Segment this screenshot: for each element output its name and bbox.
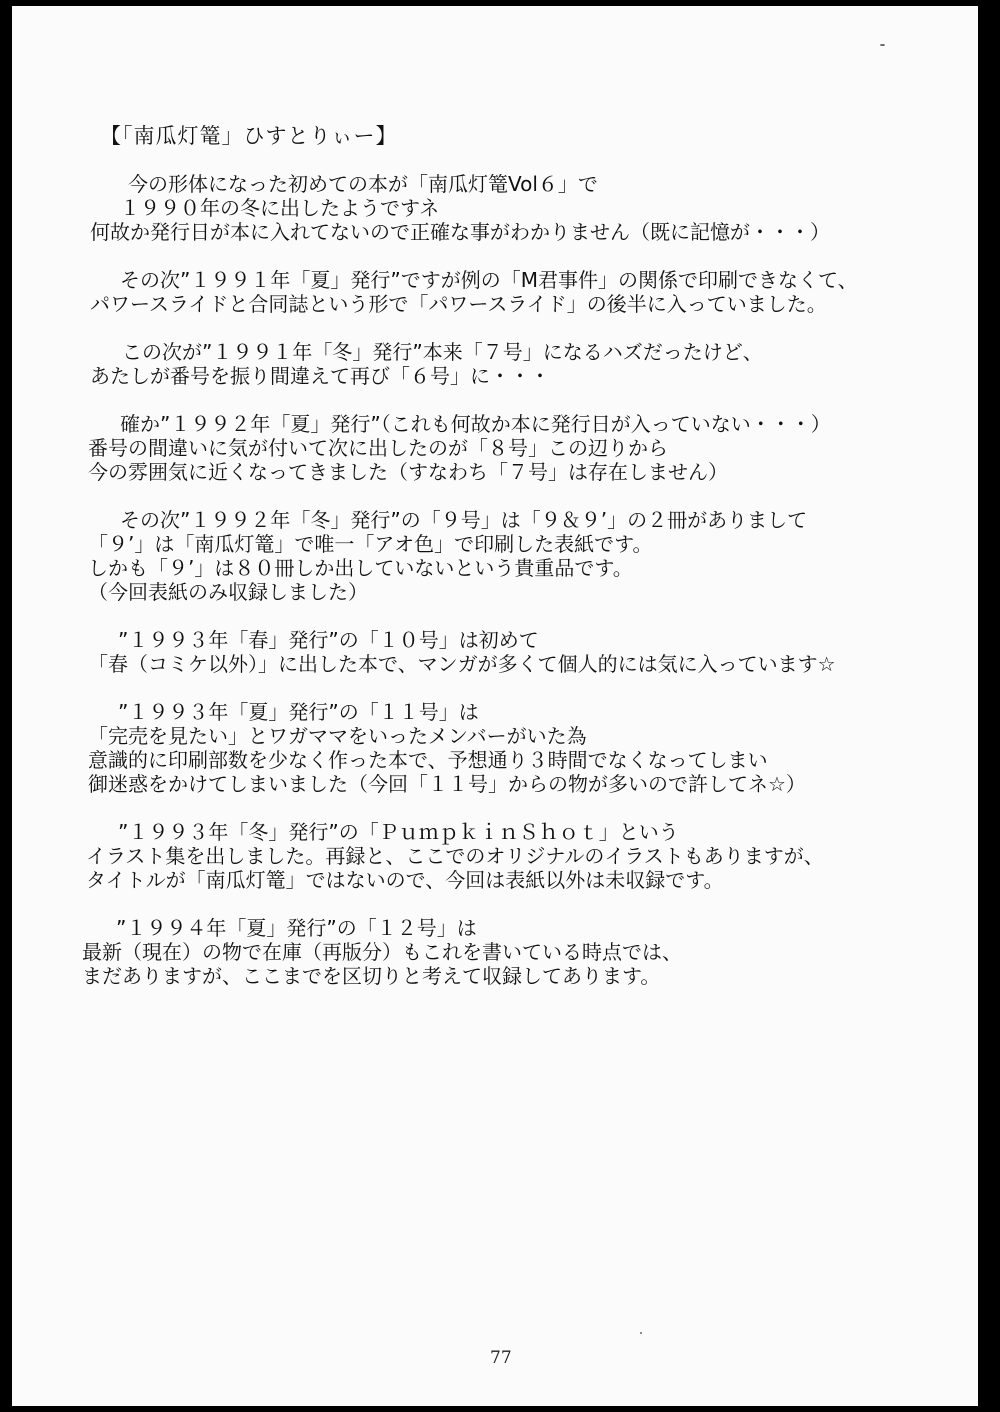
- paragraph-3-line-1: この次が”１９９１年「冬」発行”本来「７号」になるハズだったけど、: [102, 340, 763, 364]
- page-sheet: [12, 6, 978, 1406]
- scan-speck: [640, 1332, 642, 1334]
- paragraph-5-line-2: 「９’」は「南瓜灯篭」で唯一「アオ色」で印刷した表紙です。: [88, 532, 653, 556]
- paragraph-4-line-3: 今の雰囲気に近くなってきました（すなわち「７号」は存在しません）: [88, 460, 728, 484]
- paragraph-1-line-1: 今の形体になった初めての本が「南瓜灯篭Vol６」で: [108, 172, 598, 196]
- paragraph-5-line-1: その次”１９９２年「冬」発行”の「９号」は「９＆９’」の２冊がありまして: [100, 508, 808, 532]
- scan-speck: [880, 44, 885, 46]
- paragraph-7-line-3: 意識的に印刷部数を少なく作った本で、予想通り３時間でなくなってしまい: [88, 748, 768, 772]
- paragraph-4-line-1: 確か”１９９２年「夏」発行”（これも何故か本に発行日が入っていない・・・）: [100, 412, 831, 436]
- paragraph-8-line-1: ”１９９３年「冬」発行”の「ＰｕｍｐｋｉｎＳｈｏｔ」という: [98, 820, 679, 844]
- paragraph-2-line-1: その次”１９９１年「夏」発行”ですが例の「M君事件」の関係で印刷できなくて、: [100, 268, 858, 292]
- paragraph-9-line-3: まだありますが、ここまでを区切りと考えて収録してあります。: [82, 964, 661, 988]
- paragraph-2-line-2: パワースライドと合同誌という形で「パワースライド」の後半に入っていました。: [90, 292, 827, 316]
- paragraph-7-line-2: 「完売を見たい」とワガママをいったメンバーがいた為: [88, 724, 587, 748]
- paragraph-8-line-2: イラスト集を出しました。再録と、ここでのオリジナルのイラストもありますが、: [86, 844, 824, 868]
- paragraph-8-line-3: タイトルが「南瓜灯篭」ではないので、今回は表紙以外は未収録です。: [86, 868, 724, 892]
- paragraph-1-line-2: １９９０年の冬に出したようですネ: [120, 196, 440, 220]
- paragraph-6-line-2: 「春（コミケ以外）」に出した本で、マンガが多くて個人的には気に入っています☆: [88, 652, 836, 676]
- document-title: 【「南瓜灯篭」ひすとりぃー】: [100, 124, 398, 148]
- paragraph-5-line-3: しかも「９’」は８０冊しか出していないという貴重品です。: [88, 556, 633, 580]
- paragraph-6-line-1: ”１９９３年「春」発行”の「１０号」は初めて: [98, 628, 539, 652]
- paragraph-7-line-4: 御迷惑をかけてしまいました（今回「１１号」からの物が多いので許してネ☆）: [88, 772, 806, 796]
- paragraph-4-line-2: 番号の間違いに気が付いて次に出したのが「８号」この辺りから: [88, 436, 668, 460]
- paragraph-3-line-2: あたしが番号を振り間違えて再び「６号」に・・・: [90, 364, 550, 388]
- paragraph-9-line-1: ”１９９４年「夏」発行”の「１２号」は: [96, 916, 477, 940]
- paragraph-1-line-3: 何故か発行日が本に入れてないので正確な事がわかりません（既に記憶が・・・）: [90, 220, 830, 244]
- paragraph-9-line-2: 最新（現在）の物で在庫（再版分）もこれを書いている時点では、: [82, 940, 682, 964]
- paragraph-7-line-1: ”１９９３年「夏」発行”の「１１号」は: [98, 700, 479, 724]
- page-number: 77: [490, 1348, 512, 1368]
- paragraph-5-line-4: （今回表紙のみ収録しました）: [88, 580, 368, 604]
